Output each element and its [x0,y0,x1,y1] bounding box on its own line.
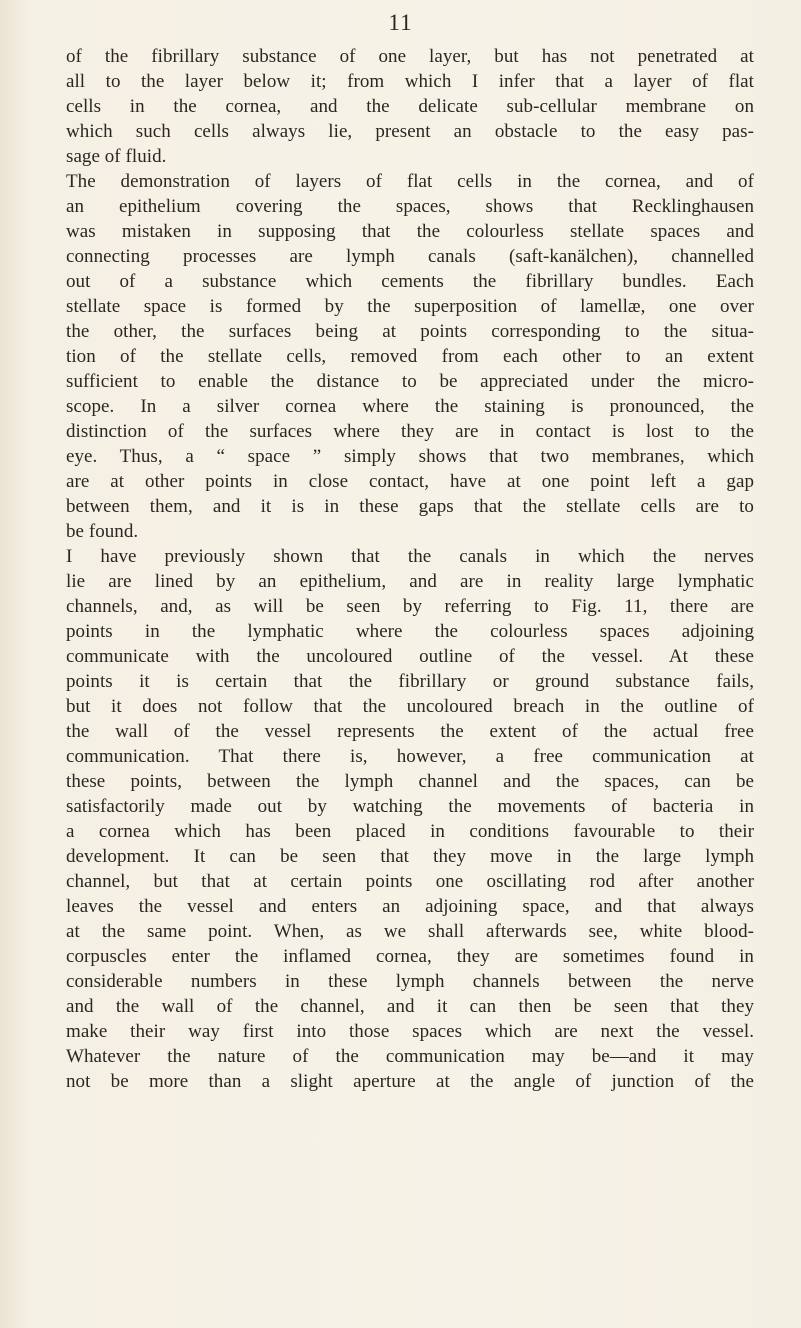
text-line: considerable numbers in these lymph channels between the nerve [66,971,754,992]
text-line: satisfactorily made out by watching the movements of bacteria in [66,796,754,817]
text-line: a cornea which has been placed in conditions favourable to their [66,821,754,842]
text-line: out of a substance which cements the fibrillary bundles. Each [66,271,754,292]
text-line: Whatever the nature of the communication may be—and it may [66,1046,754,1067]
text-line: corpuscles enter the inflamed cornea, they are sometimes found in [66,946,754,967]
page-number: 11 [388,10,413,35]
text-line: communicate with the uncoloured outline of the vessel. At these [66,646,754,667]
text-line: connecting processes are lymph canals (saft-kanälchen), channelled [66,246,754,267]
text-line: development. It can be seen that they move in the large lymph [66,846,754,867]
text-line: be found. [66,521,139,542]
text-line: these points, between the lymph channel and the spaces, can be [66,771,754,792]
text-line: which such cells always lie, present an obstacle to the easy pas- [66,121,754,142]
text-line: channel, but that at certain points one oscillating rod after another [66,871,754,892]
text-line: was mistaken in supposing that the colourless stellate spaces and [66,221,754,242]
text-line: points it is certain that the fibrillary or ground substance fails, [66,671,754,692]
text-line: The demonstration of layers of flat cells in the cornea, and of [66,171,754,192]
text-line: points in the lymphatic where the colourless spaces adjoining [66,621,754,642]
text-line: I have previously shown that the canals in which the nerves [66,546,754,567]
text-line: eye. Thus, a “ space ” simply shows that two membranes, which [66,446,754,467]
text-line: make their way first into those spaces which are next the vessel. [66,1021,754,1042]
text-line: sufficient to enable the distance to be appreciated under the micro- [66,371,754,392]
text-line: between them, and it is in these gaps that the stellate cells are to [66,496,754,517]
text-line: the wall of the vessel represents the extent of the actual free [66,721,754,742]
text-line: sage of fluid. [66,146,167,167]
text-line: are at other points in close contact, have at one point left a gap [66,471,754,492]
text-line: of the fibrillary substance of one layer, but has not penetrated at [66,46,754,67]
text-line: leaves the vessel and enters an adjoining space, and that always [66,896,754,917]
text-line: but it does not follow that the uncoloured breach in the outline of [66,696,754,717]
text-line: an epithelium covering the spaces, shows that Recklinghausen [66,196,754,217]
text-line: not be more than a slight aperture at the angle of junction of the [66,1071,754,1092]
text-line: at the same point. When, as we shall afterwards see, white blood- [66,921,754,942]
text-line: the other, the surfaces being at points corresponding to the situa- [66,321,754,342]
text-line: all to the layer below it; from which I infer that a layer of flat [66,71,754,92]
body-text [66,44,754,1094]
text-line: scope. In a silver cornea where the staining is pronounced, the [66,396,754,417]
text-line: tion of the stellate cells, removed from each other to an extent [66,346,754,367]
text-line: and the wall of the channel, and it can then be seen that they [66,996,754,1017]
text-line: lie are lined by an epithelium, and are in reality large lymphatic [66,571,754,592]
text-line: communication. That there is, however, a free communication at [66,746,754,767]
text-line: cells in the cornea, and the delicate sub-cellular membrane on [66,96,754,117]
text-line: stellate space is formed by the superposition of lamellæ, one over [66,296,754,317]
text-line: distinction of the surfaces where they are in contact is lost to the [66,421,754,442]
text-line: channels, and, as will be seen by referring to Fig. 11, there are [66,596,754,617]
